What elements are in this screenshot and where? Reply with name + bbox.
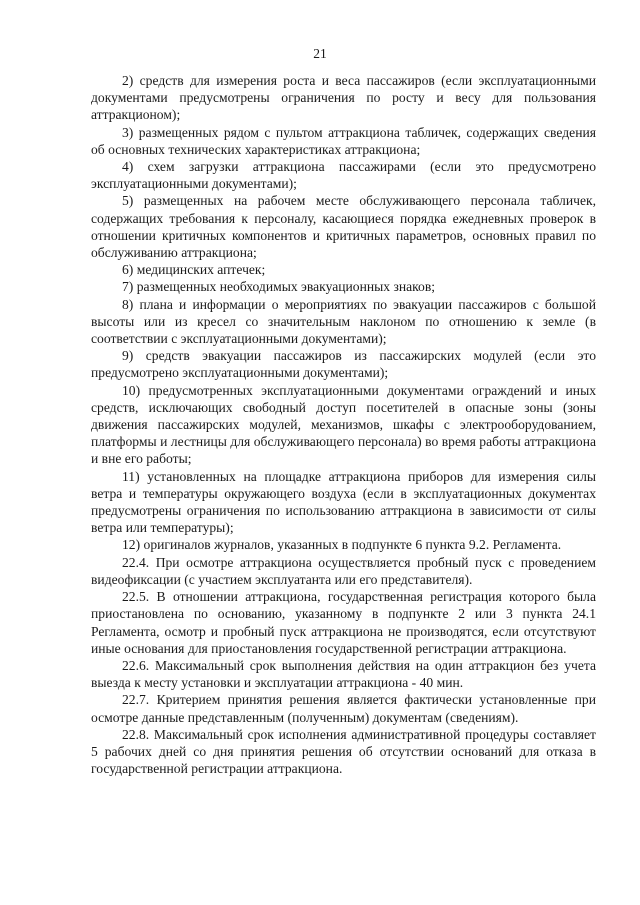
paragraph-item-9: 9) средств эвакуации пассажиров из пассажирских модулей (если это предусмотрено эксплуатационными документами); <box>91 348 596 381</box>
paragraph-item-3: 3) размещенных рядом с пультом аттракциона табличек, содержащих сведения об основных технических характеристиках аттракциона; <box>91 124 596 157</box>
paragraph-22-8: 22.8. Максимальный срок исполнения административной процедуры составляет 5 рабочих дней со дня принятия решения об отсутствии оснований для отказа в государственной регистрации аттракциона. <box>91 726 596 777</box>
paragraph-item-6: 6) медицинских аптечек; <box>122 262 266 278</box>
paragraph-item-11: 11) установленных на площадке аттракциона приборов для измерения силы ветра и температуры окружающего воздуха (если в эксплуатационных документах предусмотрены ограничения по использованию аттракциона в зависимости от силы ветра или температуры); <box>91 468 596 536</box>
paragraph-item-4: 4) схем загрузки аттракциона пассажирами (если это предусмотрено эксплуатационными документами); <box>91 159 596 192</box>
paragraph-22-7: 22.7. Критерием принятия решения является фактически установленные при осмотре данные представленным (полученным) документам (сведениям). <box>91 692 596 725</box>
paragraph-item-10: 10) предусмотренных эксплуатационными документами ограждений и иных средств, исключающих свободный доступ посетителей в опасные зоны (зоны движения пассажирских модулей, механизмов, шкафы с электрооборудованием, платформы и лестницы для обслуживающего персонала) во время работы аттракциона и вне его работы; <box>91 382 596 467</box>
document-body <box>91 72 596 777</box>
paragraph-22-5: 22.5. В отношении аттракциона, государственная регистрация которого была приостановлена по основанию, указанному в подпункте 2 или 3 пункта 24.1 Регламента, осмотр и пробный пуск аттракциона не производятся, если отсутствуют иные основания для приостановления государственной регистрации аттракциона. <box>91 589 596 656</box>
paragraph-item-2: 2) средств для измерения роста и веса пассажиров (если эксплуатационными документами предусмотрены ограничения по росту и весу для пользования аттракционом); <box>91 73 596 123</box>
paragraph-22-4: 22.4. При осмотре аттракциона осуществляется пробный пуск с проведением видеофиксации (с участием эксплуатанта или его представителя). <box>91 554 596 587</box>
paragraph-item-5: 5) размещенных на рабочем месте обслуживающего персонала табличек, содержащих требования к персоналу, касающиеся порядка ежедневных проверок в отношении критичных компонентов и критичных параметров, основных правил по обслуживанию аттракциона; <box>91 193 596 261</box>
paragraph-22-6: 22.6. Максимальный срок выполнения действия на один аттракцион без учета выезда к месту установки и эксплуатации аттракциона - 40 мин. <box>91 657 596 691</box>
paragraph-item-7: 7) размещенных необходимых эвакуационных знаков; <box>122 279 436 295</box>
paragraph-item-8: 8) плана и информации о мероприятиях по эвакуации пассажиров с большой высоты или из кресел со значительным наклоном по отношению к земле (в соответствии с эксплуатационными документами); <box>91 296 596 347</box>
page-number: 21 <box>313 46 327 61</box>
paragraph-item-12: 12) оригиналов журналов, указанных в подпункте 6 пункта 9.2. Регламента. <box>122 537 562 553</box>
